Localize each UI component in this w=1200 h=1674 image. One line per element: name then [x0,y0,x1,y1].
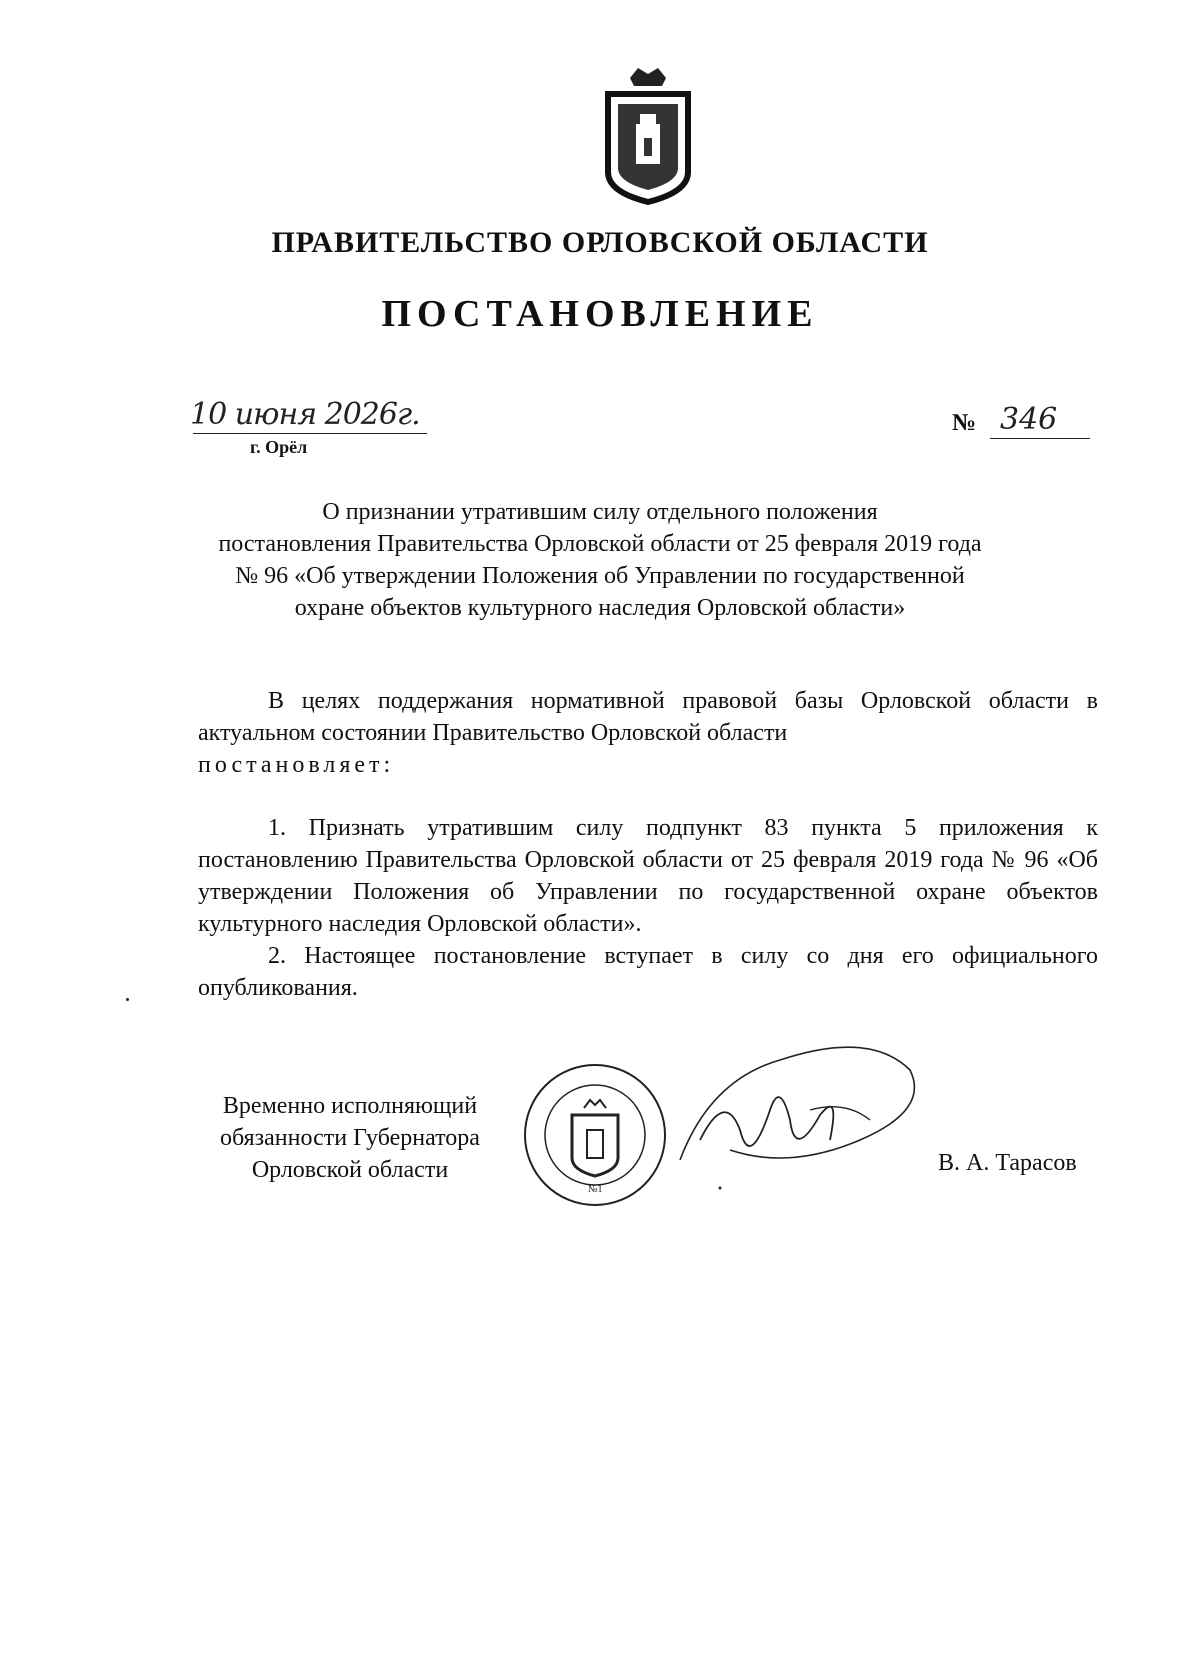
subject-line: охране объектов культурного наследия Орловской области» [294,595,906,621]
handwritten-signature [670,1020,940,1200]
preamble-text: В целях поддержания нормативной правовой базы Орловской области в актуальном состоянии Правительство Орловской области [198,688,1098,746]
number-label: № [952,410,977,436]
date-handwritten: 10 июня 2026г. [190,397,420,432]
date-underline [193,433,427,434]
signatory-title-line: обязанности Губернатора [220,1125,480,1151]
signatory-title [190,1090,510,1186]
scan-speck [126,998,129,1001]
item-1: 1. Признать утратившим силу подпункт 83 пункта 5 приложения к постановлению Правительства Орловской области от 25 февраля 2019 года № 96 «Об утверждении Положения об Управлении по государственной охране объектов культурного наследия Орловской области». [198,815,1098,937]
issuing-authority: ПРАВИТЕЛЬСТВО ОРЛОВСКОЙ ОБЛАСТИ [271,226,929,259]
item-2: 2. Настоящее постановление вступает в силу со дня его официального опубликования. [198,943,1098,1001]
coat-of-arms-icon [600,64,696,206]
document-subject [170,496,1030,624]
document-type: ПОСТАНОВЛЕНИЕ [381,293,819,335]
signatory-title-line: Временно исполняющий [222,1093,478,1119]
number-handwritten: 346 [1000,402,1058,437]
decides-word: постановляет: [198,752,395,778]
subject-line: постановления Правительства Орловской области от 25 февраля 2019 года [218,531,982,557]
official-seal-stamp [520,1060,670,1210]
number-underline [990,438,1090,439]
signatory-title-line: Орловской области [251,1157,449,1183]
svg-text:№1: №1 [588,1184,603,1195]
signer-name: В. А. Тарасов [938,1150,1077,1176]
preamble-paragraph [198,685,1098,781]
subject-line: № 96 «Об утверждении Положения об Управлении по государственной [235,563,965,589]
city: г. Орёл [250,437,308,457]
subject-line: О признании утратившим силу отдельного положения [322,499,878,525]
